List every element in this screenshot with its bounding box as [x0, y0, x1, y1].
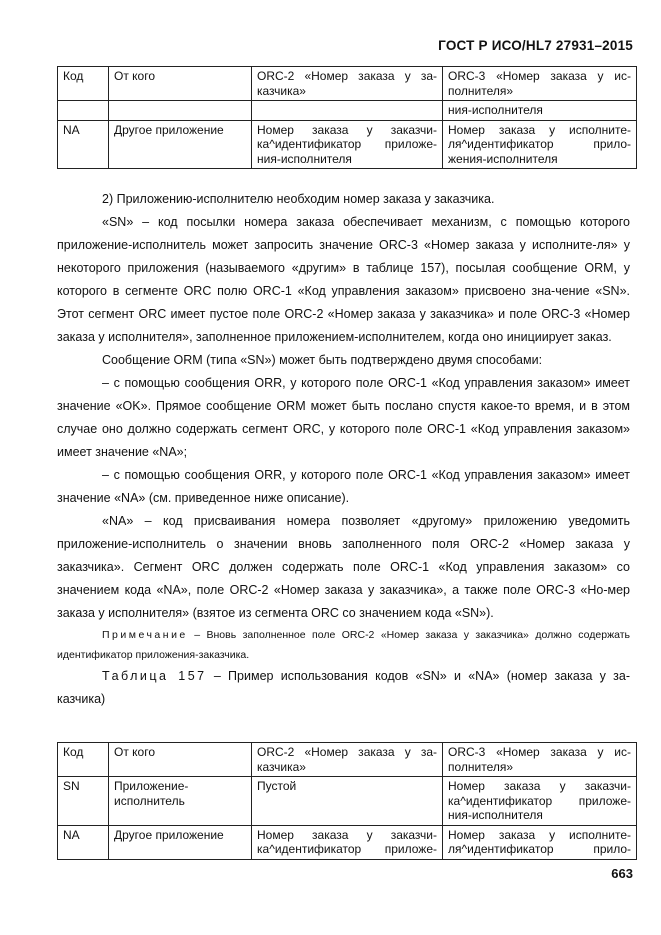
table-header-row [58, 67, 637, 101]
header-cell: Код [58, 743, 109, 777]
body-text [57, 188, 630, 711]
page-number: 663 [611, 866, 633, 881]
header-cell: Код [58, 67, 109, 101]
table-cell: ния-исполнителя [443, 101, 637, 121]
paragraph: Сообщение ORM (типа «SN») может быть подтверждено двумя способами: [102, 353, 543, 367]
table-row [58, 825, 637, 859]
header-cell: ORC-2 «Номер заказа у за-казчика» [252, 743, 443, 777]
table-cell [58, 101, 109, 121]
header-cell: ORC-2 «Номер заказа у за-казчика» [252, 67, 443, 101]
table-cell: Другое приложение [109, 825, 252, 859]
table-continuation [57, 66, 637, 169]
paragraph: «NA» – код присваивания номера позволяет «другому» приложению уведомить приложение-исполнитель о значении вновь заполненного поля ORC-2 «Номер заказа у заказчика». Сегмент ORC должен содержать поле ORC-1 «Код управления заказом» со значением кода «NA», поле ORC-2 «Номер заказа у заказчика», а также поле ORC-3 «Но-мер заказа у исполнителя» (взятое из сегмента ORC со значением кода «SN»). [57, 514, 630, 620]
paragraph: – с помощью сообщения ORR, у которого поле ORC-1 «Код управления заказом» имеет значение «NA» (см. приведенное ниже описание). [57, 468, 630, 505]
header-cell: ORC-3 «Номер заказа у ис-полнителя» [443, 743, 637, 777]
header-cell: От кого [109, 67, 252, 101]
note [57, 625, 630, 665]
table-cell: NA [58, 825, 109, 859]
paragraph: «SN» – код посылки номера заказа обеспечивает механизм, с помощью которого приложение-исполнитель может запросить значение ORC-3 «Номер заказа у исполните-ля» у некоторого приложения (называемого «другим» в таблице 157), посылая сообщение ORM, у которого в сегменте ORC полю ORC-1 «Код управления заказом» присвоено зна-чение «SN». Этот сегмент ORC имеет пустое поле ORC-2 «Номер заказа у заказчика» и поле ORC-3 «Номер заказа у исполнителя», заполненное приложением-исполнителем, когда оно инициирует заказ. [57, 215, 630, 344]
table-cell: Номер заказа у исполните-ля^идентификатор прило- [443, 825, 637, 859]
table-header-row [58, 743, 637, 777]
table-cell: Номер заказа у заказчи-ка^идентификатор приложе- [252, 825, 443, 859]
document-header: ГОСТ Р ИСО/HL7 27931–2015 [438, 38, 633, 53]
table-row [58, 101, 637, 121]
note-label: Примечание [102, 629, 188, 641]
table-157 [57, 742, 637, 860]
table-cell: Номер заказа у исполните-ля^идентификатор прило-жения-исполнителя [443, 120, 637, 169]
table-row [58, 120, 637, 169]
note-text: – Вновь заполненное поле ORC-2 «Номер заказа у заказчика» должно содержать идентификатор приложения-заказчика. [57, 629, 630, 661]
paragraph: – с помощью сообщения ORR, у которого поле ORC-1 «Код управления заказом» имеет значение «OK». Прямое сообщение ORM может быть послано спустя какое-то время, и в этом случае оно должно содержать сегмент ORC, у которого поле ORC-1 «Код управления заказом» имеет значение «NA»; [57, 376, 630, 459]
table-cell: Приложение-исполнитель [109, 777, 252, 826]
table-cell: NA [58, 120, 109, 169]
table-caption-text: – Пример использования кодов «SN» и «NA» (номер заказа у за-казчика) [57, 669, 630, 706]
paragraph: 2) Приложению-исполнителю необходим номер заказа у заказчика. [102, 192, 495, 206]
table-cell: Номер заказа у заказчи-ка^идентификатор приложе-ния-исполнителя [443, 777, 637, 826]
table-caption [57, 665, 630, 711]
header-cell: ORC-3 «Номер заказа у ис-полнителя» [443, 67, 637, 101]
table-cell: SN [58, 777, 109, 826]
table-cell: Номер заказа у заказчи-ка^идентификатор приложе-ния-исполнителя [252, 120, 443, 169]
table-cell: Другое приложение [109, 120, 252, 169]
table-cell [109, 101, 252, 121]
table-cell [252, 101, 443, 121]
header-cell: От кого [109, 743, 252, 777]
table-cell: Пустой [252, 777, 443, 826]
table-caption-label: Таблица 157 [102, 669, 207, 683]
table-row [58, 777, 637, 826]
